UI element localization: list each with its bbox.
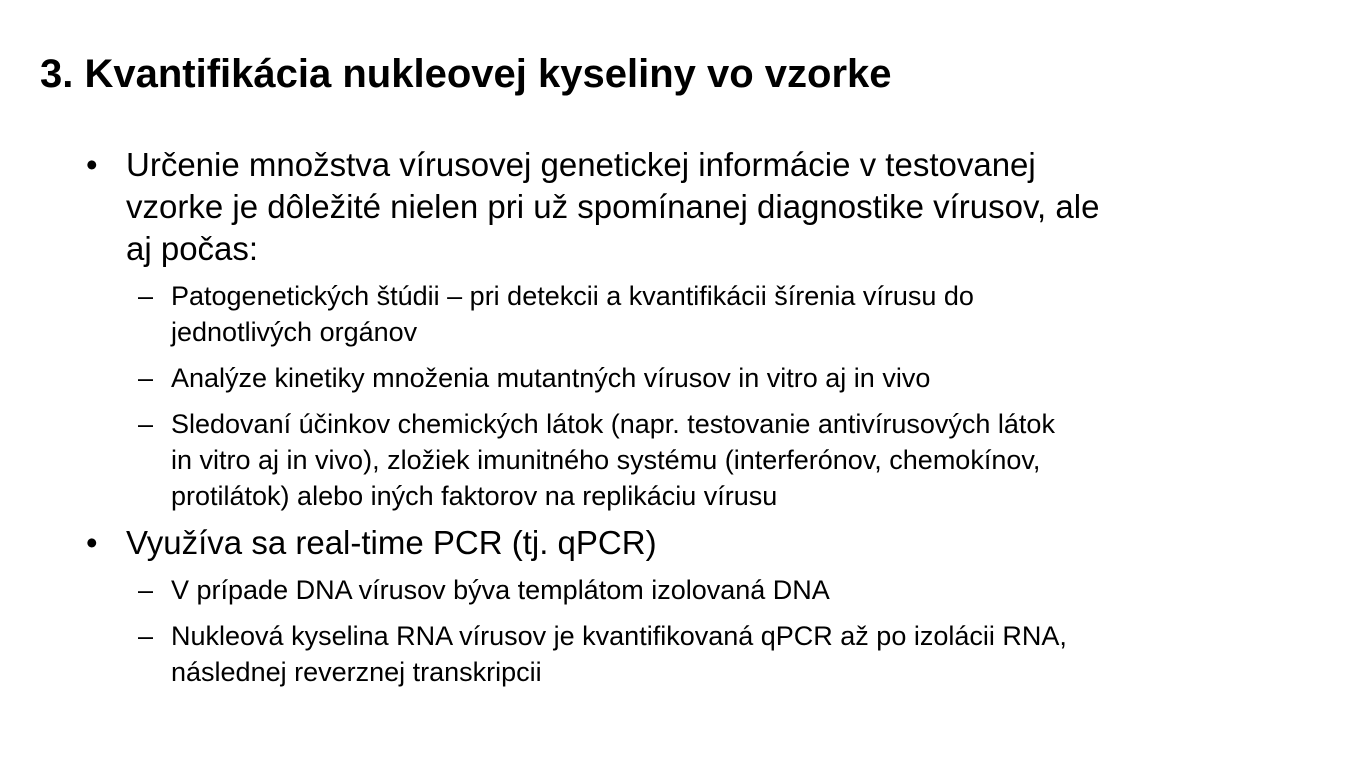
bullet-text-line: Určenie množstva vírusovej genetickej informácie v testovanej	[126, 146, 1036, 183]
slide-content	[86, 144, 1326, 690]
dash-marker: –	[138, 621, 154, 651]
dash-marker: –	[138, 575, 154, 605]
sub-bullet-item	[86, 618, 1326, 690]
slide-title: 3. Kvantifikácia nukleovej kyseliny vo vzorke	[40, 52, 892, 96]
bullet-marker: •	[86, 146, 98, 183]
bullet-marker: •	[86, 524, 98, 561]
sub-bullet-text-line: Nukleová kyselina RNA vírusov je kvantifikovaná qPCR až po izolácii RNA,	[171, 621, 1067, 651]
bullet-item	[86, 522, 1326, 564]
sub-bullet-item	[86, 406, 1326, 514]
sub-bullet-text-line: Analýze kinetiky množenia mutantných vírusov in vitro aj in vivo	[171, 363, 931, 393]
dash-marker: –	[138, 281, 154, 311]
sub-bullet-text-line: Sledovaní účinkov chemických látok (napr. testovanie antivírusových látok	[171, 409, 1055, 439]
sub-bullet-item	[86, 572, 1326, 608]
sub-bullet-item	[86, 278, 1326, 350]
dash-marker: –	[138, 409, 154, 439]
sub-bullet-text-line: V prípade DNA vírusov býva templátom izolovaná DNA	[171, 575, 830, 605]
sub-bullet-text-line: in vitro aj in vivo), zložiek imunitného systému (interferónov, chemokínov,	[171, 445, 1041, 475]
sub-bullet-text-line: jednotlivých orgánov	[171, 317, 418, 347]
bullet-item	[86, 144, 1326, 270]
sub-bullet-item	[86, 360, 1326, 396]
bullet-text-line: Využíva sa real-time PCR (tj. qPCR)	[126, 524, 657, 561]
bullet-text-line: vzorke je dôležité nielen pri už spomínanej diagnostike vírusov, ale	[126, 188, 1100, 225]
sub-bullet-text-line: následnej reverznej transkripcii	[171, 657, 542, 687]
bullet-text-line: aj počas:	[126, 230, 259, 267]
sub-bullet-text-line: Patogenetických štúdii – pri detekcii a kvantifikácii šírenia vírusu do	[171, 281, 974, 311]
dash-marker: –	[138, 363, 154, 393]
sub-bullet-text-line: protilátok) alebo iných faktorov na replikáciu vírusu	[171, 481, 778, 511]
